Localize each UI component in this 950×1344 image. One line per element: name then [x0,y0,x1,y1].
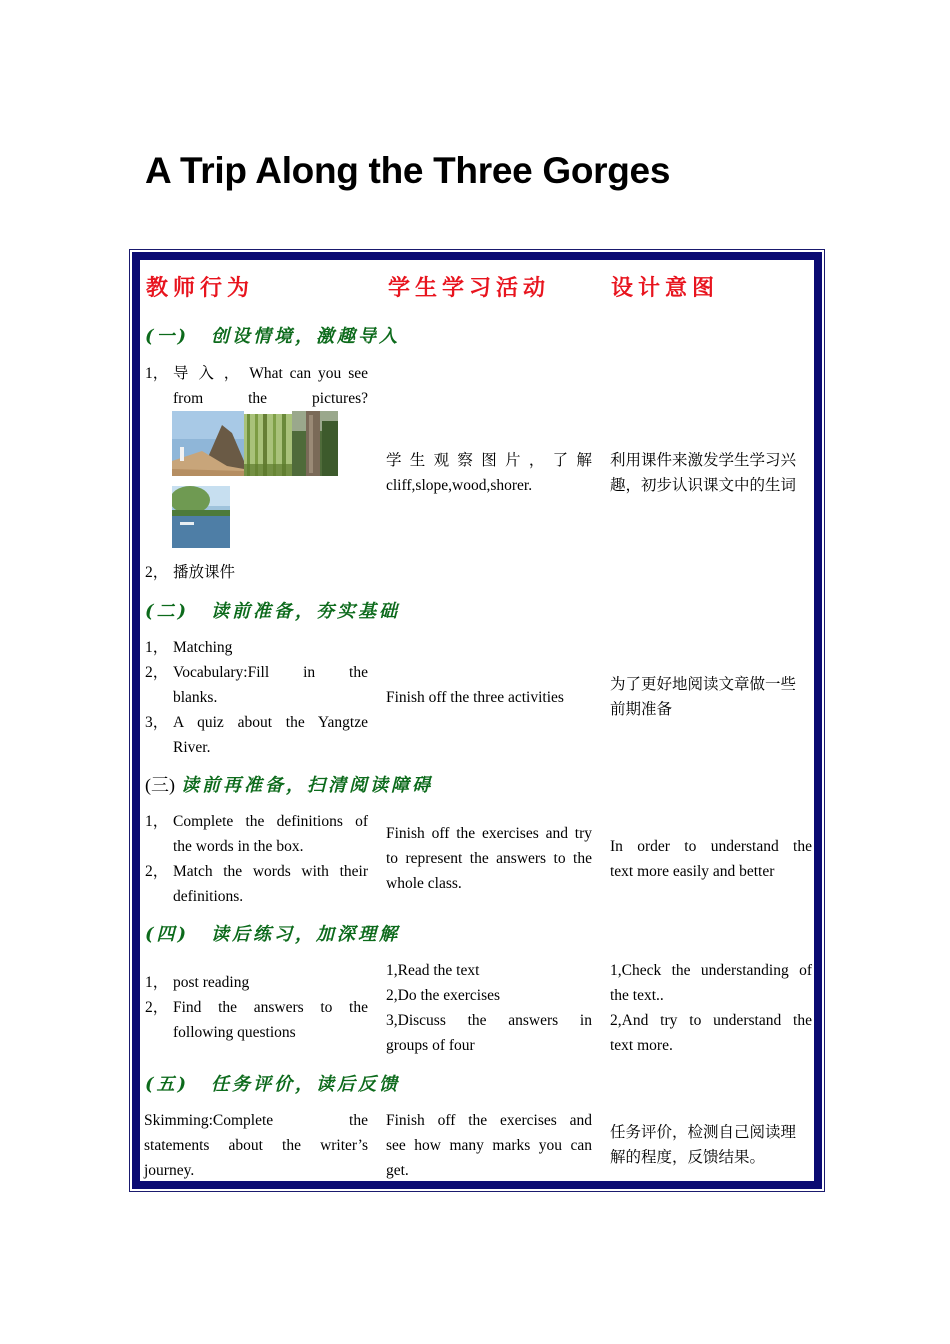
s1-item-2-number: 2， [145,564,169,581]
s1-item-1 [145,361,368,411]
section-1-label: 创设情境，激趣导入 [211,326,400,347]
s3-item-2-number: 2， [145,863,169,880]
section-1-heading [145,322,400,348]
s2-intent-line-2: 前期准备 [610,701,673,718]
section-5-label: 任务评价，读后反馈 [211,1074,400,1095]
s1-intent-line-2: 趣，初步认识课文中的生词 [610,477,797,494]
section-2-number: (二) [145,601,190,622]
s2-item-2 [145,660,368,710]
section-4-number: (四) [145,924,190,945]
s4-student-line-3: 3,Discuss the answers in [386,1012,592,1029]
s5-teacher-line-3: journey. [144,1162,195,1179]
s3-item-2-line-1: Match the words with their [173,863,368,880]
s4-item-2-line-1: Find the answers to the [173,999,368,1016]
s2-student-text: Finish off the three activities [386,689,564,706]
s4-intent-line-2: the text.. [610,987,664,1004]
s5-intent-line-1: 任务评价，检测自己阅读理 [610,1124,797,1141]
s1-item-2-text: 播放课件 [173,564,236,581]
section-3-heading [145,771,433,797]
s2-item-1-number: 1， [145,639,169,656]
s1-student-line-1: 学 生 观 察 图 片 ， 了 解 [386,452,592,469]
section-4-label: 读后练习，加深理解 [211,924,400,945]
s2-item-2-number: 2， [145,664,169,681]
s2-item-1-line-1: Matching [173,639,233,656]
s5-student-line-1: Finish off the exercises and [386,1112,592,1129]
s4-item-1 [145,970,368,995]
header-student-activity: 学生学习活动 [388,275,551,301]
header-design-intent: 设计意图 [611,275,720,301]
cliff-photo [172,411,244,476]
s5-student-line-2: see how many marks you can [386,1137,592,1154]
s3-item-1-line-2: the words in the box. [173,838,304,855]
s5-student-line-3: get. [386,1162,409,1179]
section-1-number: (一) [145,326,190,347]
section-4-heading [145,920,400,946]
s4-intent-line-4: text more. [610,1037,673,1054]
tree-photo [292,411,338,476]
river-shore-photo [172,486,230,548]
s3-item-1-line-1: Complete the definitions of [173,813,368,830]
s2-item-1 [145,635,368,660]
s5-teacher-line-1: Skimming:Complete the [144,1112,368,1129]
s4-item-2-number: 2， [145,999,169,1016]
s4-item-2 [145,995,368,1045]
s4-intent-line-1: 1,Check the understanding of [610,962,812,979]
section-3-number: (三) [145,775,175,795]
s3-item-2-line-2: definitions. [173,888,244,905]
section-5-number: (五) [145,1074,190,1095]
s2-item-3 [145,710,368,760]
section-3-label: 读前再准备，扫清阅读障碍 [181,775,433,796]
s2-item-2-line-1: Vocabulary:Fill in the [173,664,368,681]
document-title: A Trip Along the Three Gorges [145,150,671,191]
s3-item-2 [145,859,368,909]
s3-student-line-3: whole class. [386,875,462,892]
s2-item-3-line-1: A quiz about the Yangtze [173,714,368,731]
s2-item-2-line-2: blanks. [173,689,218,706]
s3-item-1-number: 1， [145,813,169,830]
s1-item-1-number: 1， [145,365,169,382]
s1-intent-line-1: 利用课件来激发学生学习兴 [610,452,797,469]
s4-student-line-1: 1,Read the text [386,962,480,979]
s2-intent-line-1: 为了更好地阅读文章做一些 [610,676,797,693]
s1-item-1-line-2: from the pictures? [173,390,368,407]
s1-item-1-line-1: 导 入 ， What can you see [173,365,368,382]
section-2-heading [145,597,400,623]
s1-item-2 [145,560,368,585]
section-5-heading [145,1070,400,1096]
s4-intent-line-3: 2,And try to understand the [610,1012,812,1029]
section-2-label: 读前准备，夯实基础 [211,601,400,622]
s3-intent-line-2: text more easily and better [610,863,775,880]
s4-student-line-2: 2,Do the exercises [386,987,501,1004]
s4-item-1-number: 1， [145,974,169,991]
s4-student-line-4: groups of four [386,1037,475,1054]
s2-item-3-number: 3， [145,714,169,731]
s2-item-3-line-2: River. [173,739,211,756]
s3-student-line-1: Finish off the exercises and try [386,825,592,842]
s4-item-1-line-1: post reading [173,974,250,991]
s3-intent-line-1: In order to understand the [610,838,812,855]
header-teacher-behavior: 教师行为 [146,275,255,301]
s4-item-2-line-2: following questions [173,1024,296,1041]
s5-intent-line-2: 解的程度，反馈结果。 [610,1149,766,1166]
bamboo-wood-photo [244,414,292,476]
s3-student-line-2: to represent the answers to the [386,850,592,867]
s3-item-1 [145,809,368,859]
s5-teacher-line-2: statements about the writer’s [144,1137,368,1154]
s1-student-line-2: cliff,slope,wood,shorer. [386,477,533,494]
